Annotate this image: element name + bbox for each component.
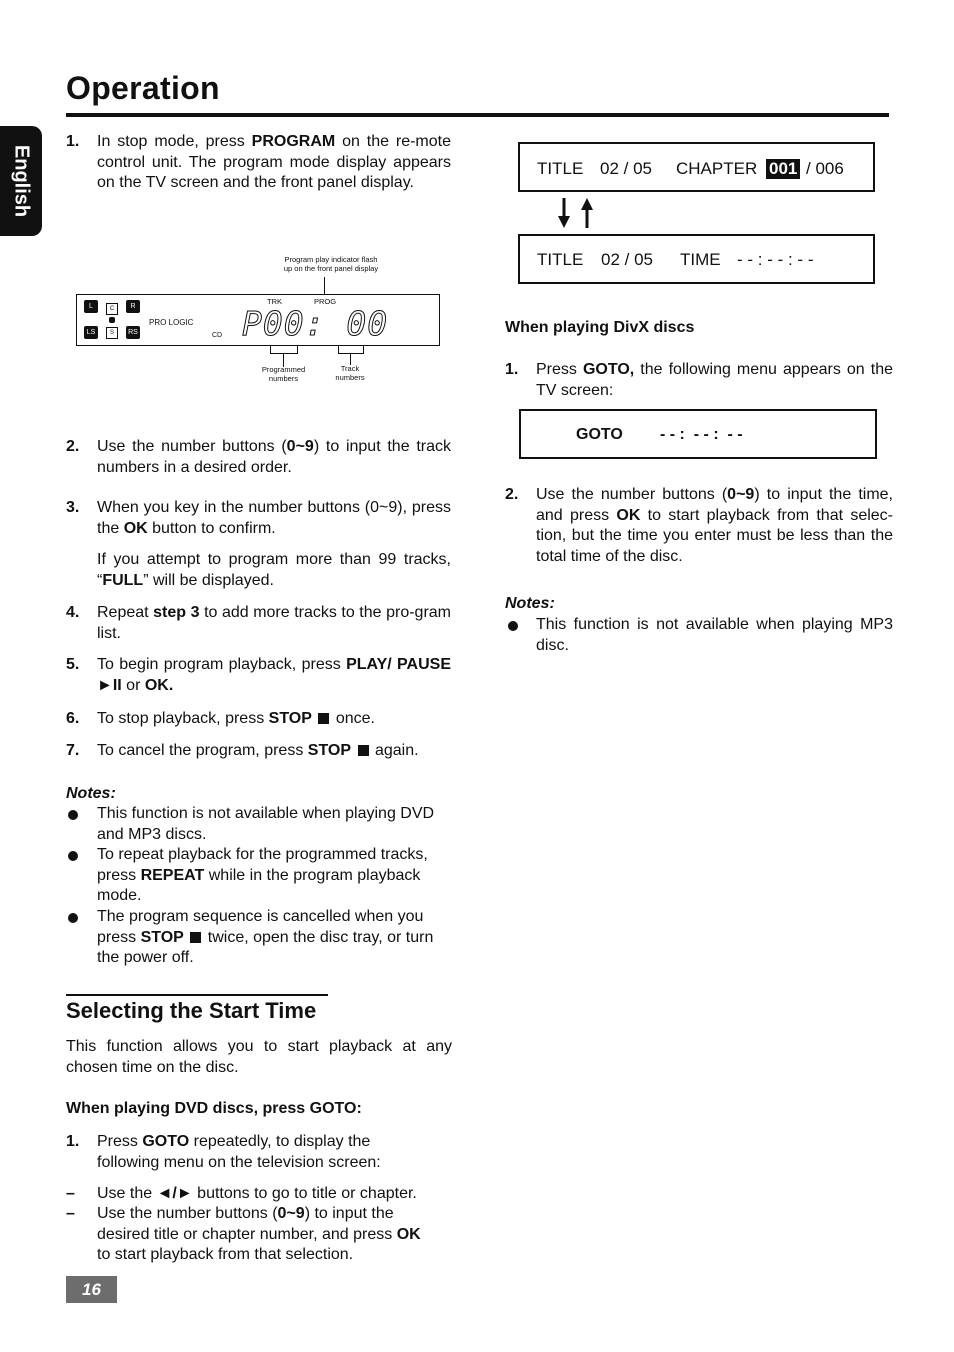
note-2: To repeat playback for the programmed tracks, press REPEAT while in the program playback mode. — [97, 846, 428, 905]
channel-l: L — [84, 300, 98, 313]
notes-title: Notes: — [66, 785, 116, 802]
bullet — [68, 913, 78, 923]
time-label: TIME — [680, 250, 721, 269]
dash-item-2: Use the number buttons (0~9) to input the desired title or chapter number, and press OK to start playback from that selection. — [97, 1205, 421, 1264]
step-3-note: If you attempt to program more than 99 tracks, “FULL” will be displayed. — [97, 551, 451, 589]
title-rule — [66, 113, 889, 117]
divx-note-1: This function is not available when playing MP3 disc. — [536, 616, 893, 654]
language-tab — [0, 126, 42, 236]
section-title: Selecting the Start Time — [66, 998, 317, 1023]
goto-value: - - : - - : - - — [660, 426, 743, 443]
divx-step-2-text: Use the number buttons (0~9) to input the time, and press OK to start playback from that selec-tion, but the time you enter must be less than the total time of the disc. — [536, 486, 893, 566]
page-number: 16 — [66, 1276, 117, 1303]
step-number: 1. — [66, 1133, 80, 1150]
bullet — [508, 621, 518, 631]
stop-icon — [318, 713, 329, 724]
step-6-text: To stop playback, press STOP once. — [97, 710, 375, 727]
goto-box — [519, 409, 877, 459]
channel-c: C — [106, 303, 118, 315]
lcd-display — [76, 294, 440, 346]
title-time-box — [518, 234, 875, 284]
title-value: 02 / 05 — [601, 250, 653, 269]
goto-label: GOTO — [576, 426, 623, 443]
step-number: 3. — [66, 499, 80, 516]
channel-s: S — [106, 327, 118, 339]
title-chapter-box — [518, 142, 875, 192]
lcd-readout: P00: 00 — [242, 304, 389, 343]
chapter-total: / 006 — [806, 159, 844, 178]
bullet — [68, 851, 78, 861]
dvd-heading: When playing DVD discs, press GOTO: — [66, 1100, 362, 1117]
step-number: 2. — [505, 486, 519, 503]
step-number: 1. — [505, 361, 519, 378]
channel-r: R — [126, 300, 140, 313]
step-number: 4. — [66, 604, 80, 621]
track-bracket — [338, 345, 364, 354]
page-title: Operation — [66, 70, 220, 106]
chapter-current: 001 — [766, 159, 800, 179]
channel-rs: RS — [126, 326, 140, 339]
note-3: The program sequence is cancelled when you press STOP twice, open the disc tray, or turn the power off. — [97, 908, 434, 967]
step-2-text: Use the number buttons (0~9) to input the track numbers in a desired order. — [97, 438, 451, 476]
flash-label: Program play indicator flash up on the front panel display — [283, 255, 379, 273]
chapter-label: CHAPTER — [676, 159, 758, 178]
language-tab-label: English — [10, 144, 33, 218]
prog-label: PROG — [314, 297, 337, 306]
section-intro: This function allows you to start playback at any chosen time on the disc. — [66, 1038, 452, 1076]
speaker-dot — [109, 317, 115, 323]
divx-heading: When playing DivX discs — [505, 319, 695, 336]
channel-ls: LS — [84, 326, 98, 339]
step-7-text: To cancel the program, press STOP again. — [97, 742, 419, 759]
note-1: This function is not available when playing DVD and MP3 discs. — [97, 805, 435, 843]
step-number: 5. — [66, 656, 80, 673]
prologic-label: PRO LOGIC — [149, 318, 194, 327]
title-label: TITLE — [537, 159, 584, 178]
step-3-text: When you key in the number buttons (0~9), press the OK button to confirm. — [97, 499, 451, 537]
title-value: 02 / 05 — [600, 159, 652, 178]
dash-item-1: Use the ◄/► buttons to go to title or chapter. — [97, 1185, 417, 1202]
step-number: 1. — [66, 133, 80, 150]
step-number: 2. — [66, 438, 80, 455]
dash: – — [66, 1185, 75, 1202]
step-5-text: To begin program playback, press PLAY/ PAUSE ►II or OK. — [97, 656, 451, 694]
dash: – — [66, 1205, 75, 1222]
bullet — [68, 810, 78, 820]
section-rule — [66, 994, 328, 996]
time-value: - - : - - : - - — [737, 250, 814, 269]
step-number: 7. — [66, 742, 80, 759]
title-label: TITLE — [537, 250, 584, 269]
flash-pointer — [324, 277, 325, 295]
divx-step-1-text: Press GOTO, the following menu appears on the TV screen: — [536, 361, 893, 399]
stop-icon — [190, 932, 201, 943]
toggle-arrows-icon — [554, 196, 598, 230]
front-panel-figure — [76, 250, 440, 390]
track-label: Track numbers — [335, 364, 365, 382]
step-4-text: Repeat step 3 to add more tracks to the pro-gram list. — [97, 604, 452, 642]
dvd-step-1-text: Press GOTO repeatedly, to display the following menu on the television screen: — [97, 1133, 381, 1171]
notes-title: Notes: — [505, 595, 555, 612]
step-1-text: In stop mode, press PROGRAM on the re-mote control unit. The program mode display appears on the TV screen and the front panel display. — [97, 133, 452, 192]
step-number: 6. — [66, 710, 80, 727]
trk-label: TRK — [267, 297, 282, 306]
stop-icon — [358, 745, 369, 756]
programmed-bracket — [270, 345, 298, 354]
cd-label: CD — [212, 332, 223, 339]
programmed-label: Programmed numbers — [261, 365, 306, 383]
